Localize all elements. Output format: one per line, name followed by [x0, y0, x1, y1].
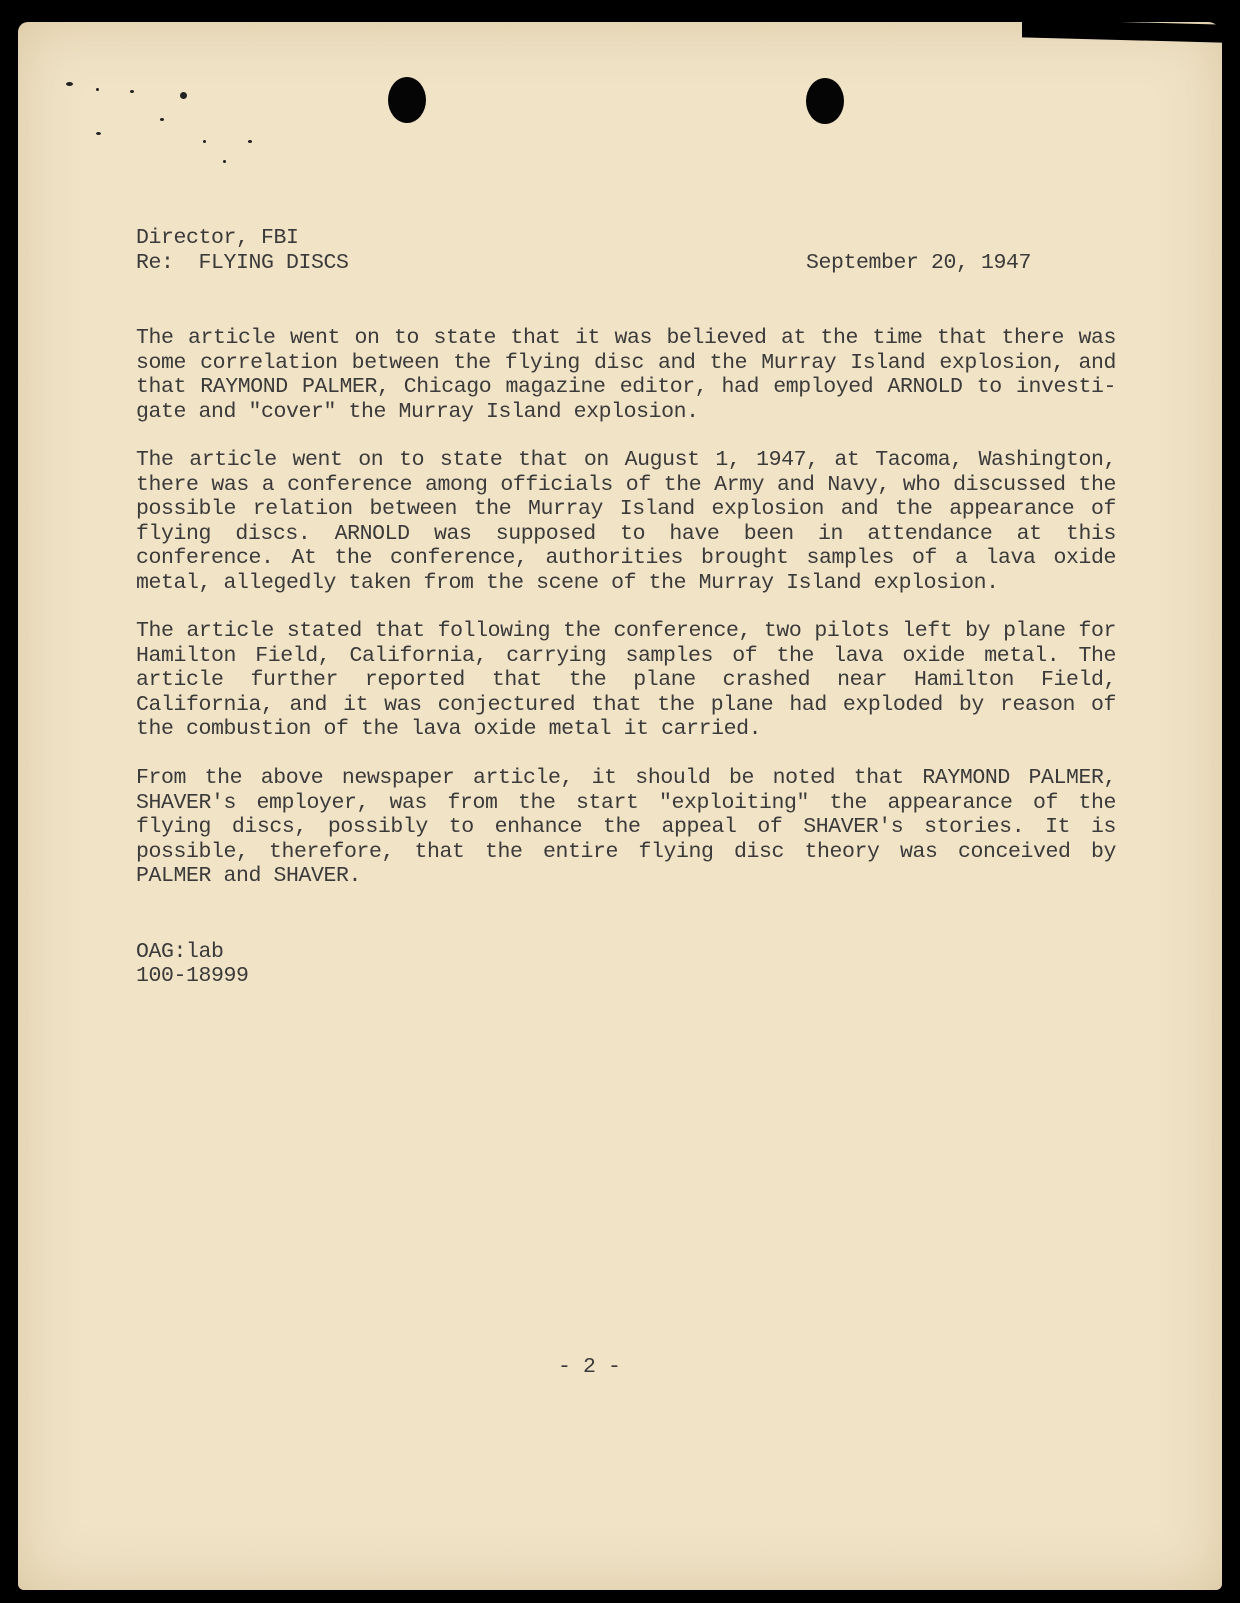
ink-speck [130, 90, 134, 93]
punch-hole-right [806, 78, 844, 124]
page-number: - 2 - [558, 1355, 621, 1379]
ink-speck [96, 88, 99, 91]
torn-corner [1022, 19, 1222, 42]
memo-date: September 20, 1947 [806, 251, 1032, 275]
file-number: 100-18999 [136, 964, 249, 988]
body-paragraph: The article stated that following the conference, two pilots left by plane for Hamilton Field, California, carrying samples of the lava oxide metal. The article further reported that the plane crashed near Hamilton Field, California, and it was conjectured that the plane had exploded by reason of the combustion of the lava oxide metal it carried. [136, 619, 1116, 741]
addressee-line: Director, FBI [136, 226, 299, 250]
ink-speck [203, 140, 206, 143]
body-paragraph: From the above newspaper article, it should be noted that RAYMOND PALMER, SHAVER's employer, was from the start "exploiting" the appearance of the flying discs, possibly to enhance the appeal of SHAVER's stories. It is possible, therefore, that the entire flying disc theory was conceived by PALMER and SHAVER. [136, 766, 1116, 888]
ink-speck [160, 118, 164, 121]
subject-line: Re: FLYING DISCS [136, 251, 349, 275]
document-page [18, 22, 1222, 1590]
ink-speck [96, 132, 101, 135]
ink-speck [180, 92, 187, 99]
ink-speck [66, 82, 73, 86]
punch-hole-left [388, 77, 426, 123]
body-paragraph: The article went on to state that on August 1, 1947, at Tacoma, Washington, there was a conference among officials of the Army and Navy, who discussed the possible relation between the Murray Island explosion and the appearance of flying discs. ARNOLD was supposed to have been in attendance at this conference. At the conference, authorities brought samples of a lava oxide metal, allegedly taken from the scene of the Murray Island explosion. [136, 448, 1116, 595]
ink-speck [223, 160, 226, 163]
typist-initials: OAG:lab [136, 940, 224, 964]
ink-speck [248, 140, 252, 143]
body-paragraph: The article went on to state that it was believed at the time that there was some correlation between the flying disc and the Murray Island explosion, and that RAYMOND PALMER, Chicago magazine editor, had employed ARNOLD to investi-gate and "cover" the Murray Island explosion. [136, 326, 1116, 424]
